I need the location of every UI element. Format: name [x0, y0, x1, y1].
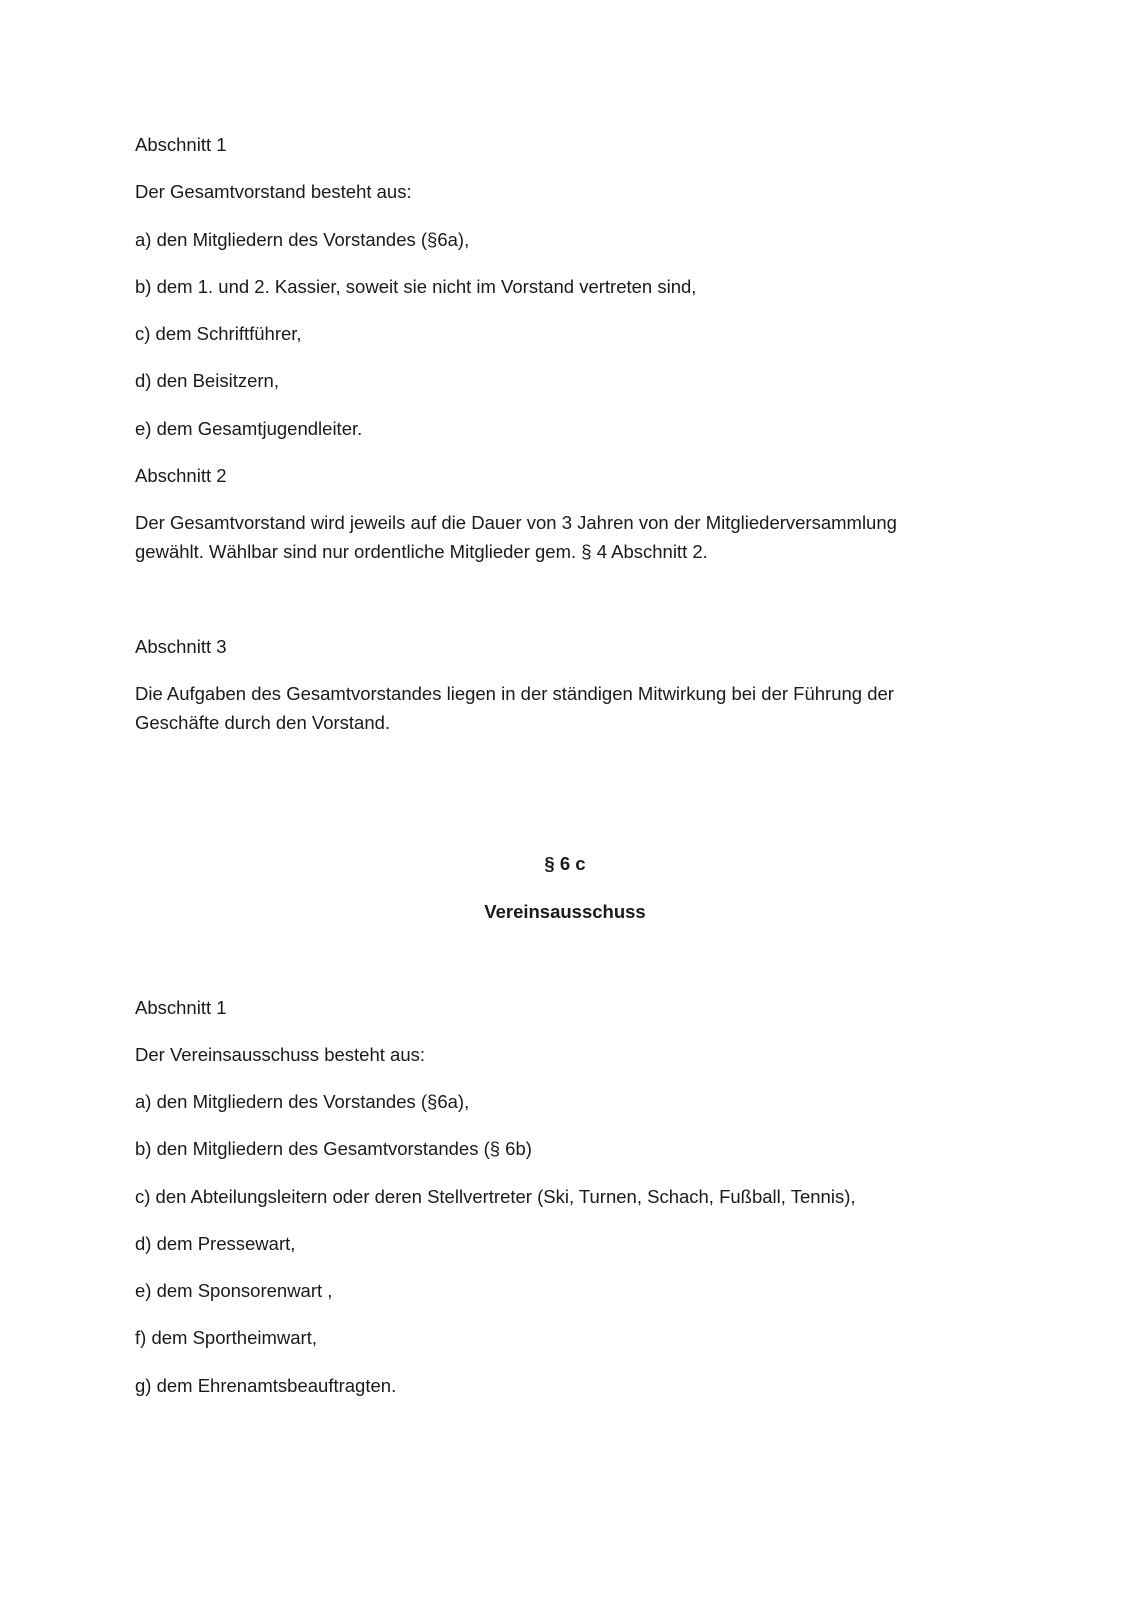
paragraph-line: Die Aufgaben des Gesamtvorstandes liegen in der ständigen Mitwirkung bei der Führung der — [135, 683, 894, 704]
list-item: g) dem Ehrenamtsbeauftragten. — [135, 1375, 397, 1396]
list-item: a) den Mitgliedern des Vorstandes (§6a), — [135, 229, 470, 250]
abschnitt-2-label: Abschnitt 2 — [135, 465, 227, 486]
gesamtvorstand-intro: Der Gesamtvorstand besteht aus: — [135, 181, 412, 202]
paragraph-line: gewählt. Wählbar sind nur ordentliche Mitglieder gem. § 4 Abschnitt 2. — [135, 541, 708, 562]
list-item: b) dem 1. und 2. Kassier, soweit sie nicht im Vorstand vertreten sind, — [135, 276, 697, 297]
list-item: d) den Beisitzern, — [135, 370, 279, 391]
abschnitt-1-label: Abschnitt 1 — [135, 997, 227, 1018]
vereinsausschuss-intro: Der Vereinsausschuss besteht aus: — [135, 1044, 425, 1065]
paragraph-line: Geschäfte durch den Vorstand. — [135, 712, 391, 733]
list-item: f) dem Sportheimwart, — [135, 1327, 317, 1348]
abschnitt-1-label: Abschnitt 1 — [135, 134, 227, 155]
list-item: b) den Mitgliedern des Gesamtvorstandes (§ 6b) — [135, 1138, 532, 1159]
paragraph-line: Der Gesamtvorstand wird jeweils auf die Dauer von 3 Jahren von der Mitgliederversammlung — [135, 512, 897, 533]
abschnitt-3-label: Abschnitt 3 — [135, 636, 227, 657]
list-item: e) dem Gesamtjugendleiter. — [135, 418, 363, 439]
abschnitt-3-paragraph — [135, 679, 935, 737]
list-item: d) dem Pressewart, — [135, 1233, 296, 1254]
list-item: e) dem Sponsorenwart , — [135, 1280, 333, 1301]
list-item: c) den Abteilungsleitern oder deren Stellvertreter (Ski, Turnen, Schach, Fußball, Tennis), — [135, 1186, 856, 1207]
abschnitt-2-paragraph — [135, 508, 935, 566]
section-title-heading: Vereinsausschuss — [484, 901, 646, 922]
section-number-heading: § 6 c — [544, 853, 586, 874]
list-item: a) den Mitgliedern des Vorstandes (§6a), — [135, 1091, 470, 1112]
list-item: c) dem Schriftführer, — [135, 323, 302, 344]
